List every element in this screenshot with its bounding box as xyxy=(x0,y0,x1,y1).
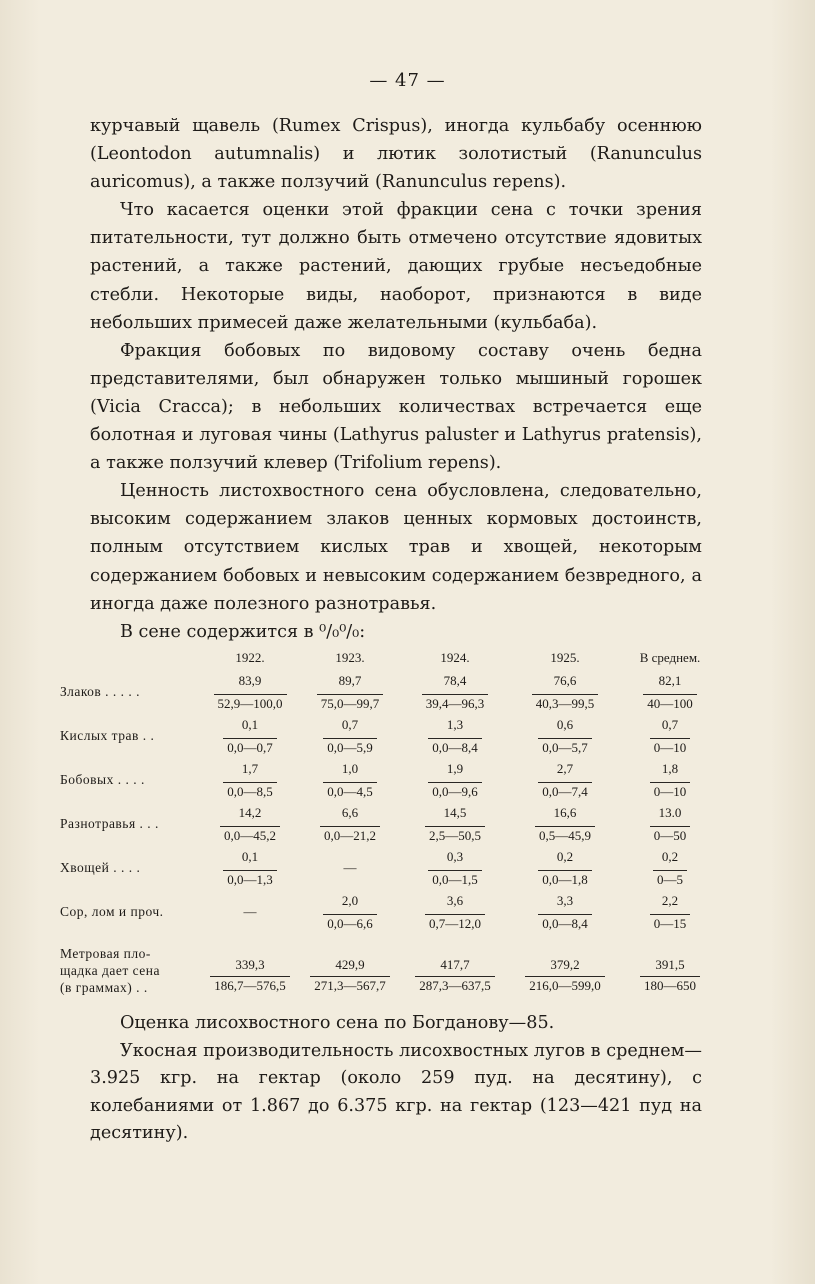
cell-mean: 2,7 xyxy=(556,761,574,776)
footer-text xyxy=(90,1010,702,1148)
cell-mean: — xyxy=(343,860,357,875)
cell-range: 0,0—8,4 xyxy=(538,914,592,933)
row-label-line: щадка дает сена xyxy=(60,963,160,978)
table-row-mean xyxy=(60,890,720,912)
table-row-mean xyxy=(60,670,720,692)
cell-mean: 0,2 xyxy=(661,849,679,864)
cell-mean: 78,4 xyxy=(443,673,467,688)
paragraph-5: В сене содержится в ⁰/₀⁰/₀: xyxy=(120,621,366,642)
row-label: Злаков . . . . . xyxy=(60,684,141,699)
cell-range: 0,0—1,8 xyxy=(538,870,592,889)
page-number: — 47 — xyxy=(369,70,446,91)
cell-range: 0,5—45,9 xyxy=(535,826,595,845)
cell-range: 180—650 xyxy=(640,976,700,995)
hay-composition-table xyxy=(60,640,720,996)
row-label-line: Метровая пло- xyxy=(60,946,151,961)
paragraph-3: Фракция бобовых по видовому составу очень бедна представителями, был обнаружен только мышиный горошек (Vicia Cracca); в небольших количествах встречается еще болотная и луговая чины (Lathyrus paluster и Lathyrus pratensis), а также ползучий клевер (Trifolium repens). xyxy=(90,340,702,474)
cell-mean: 0,3 xyxy=(446,849,464,864)
cell-mean: 14,2 xyxy=(238,805,262,820)
header-1922: 1922. xyxy=(235,650,265,665)
cell-range: 0,0—5,7 xyxy=(538,738,592,757)
cell-range: 0—50 xyxy=(650,826,691,845)
cell-mean: 1,7 xyxy=(241,761,259,776)
cell-mean: 13.0 xyxy=(658,805,682,820)
cell-range: 0,0—5,9 xyxy=(323,738,377,757)
cell-range: 39,4—96,3 xyxy=(422,694,489,713)
row-label: Кислых трав . . xyxy=(60,728,155,743)
header-1924: 1924. xyxy=(440,650,470,665)
cell-range: 0,0—9,6 xyxy=(428,782,482,801)
cell-range: 0,0—1,5 xyxy=(428,870,482,889)
cell-mean: 2,2 xyxy=(661,893,679,908)
cell-mean: 1,3 xyxy=(446,717,464,732)
row-label: Сор, лом и проч. xyxy=(60,904,164,919)
cell-mean: 429,9 xyxy=(335,957,365,972)
row-label: Разнотравья . . . xyxy=(60,816,159,831)
row-label xyxy=(60,934,200,996)
cell-mean: 0,2 xyxy=(556,849,574,864)
cell-range: 0,0—7,4 xyxy=(538,782,592,801)
cell-mean: 0,1 xyxy=(241,849,259,864)
cell-mean: 89,7 xyxy=(338,673,362,688)
footer-paragraph-2: Укосная производительность лисохвостных лугов в среднем—3.925 кгр. на гектар (около 259 пуд. на десятину), с колебаниями от 1.867 до 6.375 кгр. на гектар (123—421 пуд на десятину). xyxy=(90,1040,702,1143)
cell-mean: 391,5 xyxy=(655,957,685,972)
table-header-row xyxy=(60,640,720,670)
cell-mean: 1,0 xyxy=(341,761,359,776)
footer-paragraph-1: Оценка лисохвостного сена по Богданову—85. xyxy=(120,1013,555,1033)
cell-range: 40,3—99,5 xyxy=(532,694,599,713)
cell-mean: 339,3 xyxy=(235,957,265,972)
cell-range: 0,0—21,2 xyxy=(320,826,380,845)
body-text xyxy=(90,112,702,646)
cell-range: 186,7—576,5 xyxy=(210,976,290,995)
row-label: Бобовых . . . . xyxy=(60,772,145,787)
cell-mean: 6,6 xyxy=(341,805,359,820)
row-label-line: (в граммах) . . xyxy=(60,980,148,995)
cell-mean: 379,2 xyxy=(550,957,580,972)
header-1923: 1923. xyxy=(335,650,365,665)
cell-range: 0,0—1,3 xyxy=(223,870,277,889)
cell-range: 271,3—567,7 xyxy=(310,976,390,995)
table-row-mean xyxy=(60,846,720,868)
cell-range: 2,5—50,5 xyxy=(425,826,485,845)
cell-mean: 82,1 xyxy=(658,673,682,688)
cell-mean: 3,6 xyxy=(446,893,464,908)
header-1925: 1925. xyxy=(550,650,580,665)
cell-range: 40—100 xyxy=(643,694,697,713)
header-average: В среднем. xyxy=(639,650,701,665)
row-label: Хвощей . . . . xyxy=(60,860,141,875)
cell-mean: — xyxy=(243,904,257,919)
cell-range: 0,7—12,0 xyxy=(425,914,485,933)
cell-range: 75,0—99,7 xyxy=(317,694,384,713)
cell-range: 0,0—8,5 xyxy=(223,782,277,801)
cell-range: 52,9—100,0 xyxy=(214,694,287,713)
cell-mean: 14,5 xyxy=(443,805,467,820)
cell-range: 0—15 xyxy=(650,914,691,933)
cell-range: 0,0—0,7 xyxy=(223,738,277,757)
table-row-mean xyxy=(60,802,720,824)
cell-range: 287,3—637,5 xyxy=(415,976,495,995)
cell-mean: 3,3 xyxy=(556,893,574,908)
cell-mean: 417,7 xyxy=(440,957,470,972)
cell-mean: 0,6 xyxy=(556,717,574,732)
cell-mean: 0,7 xyxy=(661,717,679,732)
paragraph-1: курчавый щавель (Rumex Crispus), иногда кульбабу осеннюю (Leontodon autumnalis) и лютик золотистый (Ranunculus auricomus), а также ползучий (Ranunculus repens). xyxy=(90,116,702,193)
cell-range: 0,0—8,4 xyxy=(428,738,482,757)
paragraph-2: Что касается оценки этой фракции сена с точки зрения питательности, тут должно быть отмечено отсутствие ядовитых растений, а также растений, дающих грубые несъедобные стебли. Некоторые виды, наоборот, признаются в виде небольших примесей даже желательными (кульбаба). xyxy=(90,200,702,333)
cell-range: 0—10 xyxy=(650,782,691,801)
cell-mean: 1,8 xyxy=(661,761,679,776)
cell-range: 0,0—45,2 xyxy=(220,826,280,845)
cell-range: 216,0—599,0 xyxy=(525,976,605,995)
cell-mean: 16,6 xyxy=(553,805,577,820)
cell-range: 0,0—4,5 xyxy=(323,782,377,801)
cell-mean: 2,0 xyxy=(341,893,359,908)
table-row-mean xyxy=(60,934,720,974)
table-row-mean xyxy=(60,758,720,780)
cell-mean: 0,1 xyxy=(241,717,259,732)
cell-range: 0,0—6,6 xyxy=(323,914,377,933)
cell-mean: 1,9 xyxy=(446,761,464,776)
cell-range: 0—5 xyxy=(653,870,687,889)
paragraph-4: Ценность листохвостного сена обусловлена, следовательно, высоким содержанием злаков ценных кормовых достоинств, полным отсутствием кислых трав и хвощей, некоторым содержанием бобовых и невысоким содержанием безвредного, а иногда даже полезного разнотравья. xyxy=(90,481,702,614)
table-row-mean xyxy=(60,714,720,736)
cell-mean: 0,7 xyxy=(341,717,359,732)
cell-mean: 76,6 xyxy=(553,673,577,688)
cell-range: 0—10 xyxy=(650,738,691,757)
cell-mean: 83,9 xyxy=(238,673,262,688)
